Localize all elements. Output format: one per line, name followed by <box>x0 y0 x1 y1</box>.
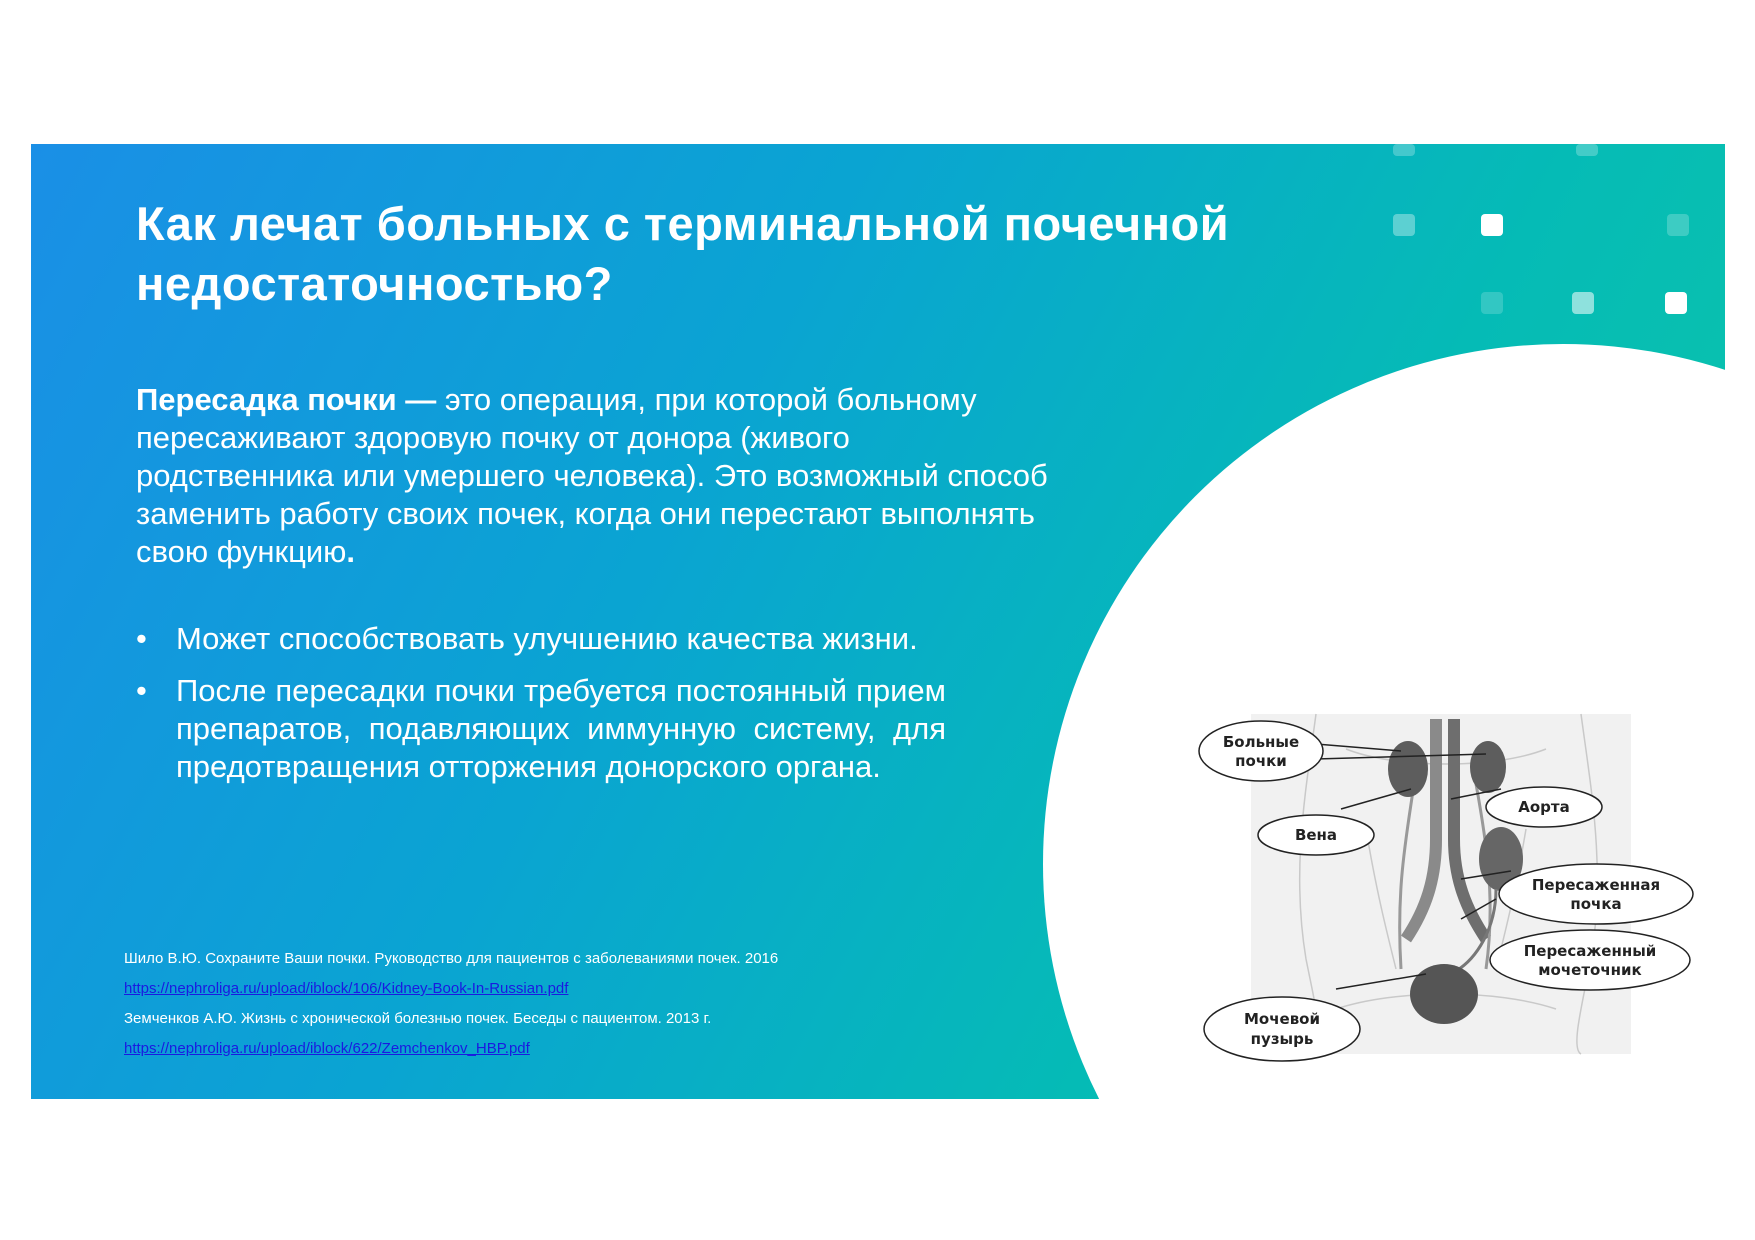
label-bladder <box>1204 997 1360 1061</box>
bullet-list <box>136 620 946 800</box>
svg-text:почка: почка <box>1570 895 1622 913</box>
deco-square <box>1572 292 1594 314</box>
slide <box>31 144 1725 1099</box>
intro-text: это операция, при которой больному пересаживают здоровую почку от донора (живого родственника или умершего человека). Это возможный способ заменить работу своих почек, когда они перестают выполнять свою функцию <box>136 382 1048 569</box>
label-vein <box>1258 815 1374 855</box>
bullet-text: После пересадки почки требуется постоянный прием препаратов, подавляющих иммунную систему, для предотвращения отторжения донорского органа. <box>176 673 946 784</box>
list-item <box>136 620 946 658</box>
bullet-text: Может способствовать улучшению качества жизни. <box>176 621 918 656</box>
intro-end: . <box>346 534 356 569</box>
deco-square <box>1393 214 1415 236</box>
label-transplanted-ureter <box>1490 930 1690 990</box>
reference-link[interactable]: https://nephroliga.ru/upload/iblock/622/Zemchenkov_HBP.pdf <box>124 1040 530 1057</box>
bullet-icon: • <box>136 673 147 708</box>
reference-text: Шило В.Ю. Сохраните Ваши почки. Руководство для пациентов с заболеваниями почек. 2016 <box>124 950 779 967</box>
bladder-shape <box>1410 964 1478 1024</box>
label-transplanted-kidney <box>1499 864 1693 924</box>
bullet-icon: • <box>136 621 147 656</box>
kidney-transplant-diagram <box>1196 709 1716 1099</box>
deco-square <box>1667 214 1689 236</box>
label-aorta <box>1486 787 1602 827</box>
reference-text: Земченков А.Ю. Жизнь с хронической болезнью почек. Беседы с пациентом. 2013 г. <box>124 1010 712 1027</box>
svg-text:почки: почки <box>1235 752 1287 770</box>
svg-text:Вена: Вена <box>1294 826 1338 844</box>
svg-text:Больные: Больные <box>1222 733 1300 751</box>
slide-title: Как лечат больных с терминальной почечной недостаточностью? <box>136 197 1230 310</box>
svg-text:мочеточник: мочеточник <box>1538 961 1642 979</box>
intro-paragraph <box>136 381 1056 571</box>
intro-term: Пересадка почки — <box>136 382 437 417</box>
svg-text:Аорта: Аорта <box>1518 798 1570 816</box>
svg-text:Пересаженный: Пересаженный <box>1523 942 1657 960</box>
deco-square <box>1576 144 1598 156</box>
deco-square <box>1393 144 1415 156</box>
svg-text:Пересаженная: Пересаженная <box>1531 876 1661 894</box>
svg-text:Мочевой: Мочевой <box>1243 1010 1321 1028</box>
label-sick-kidneys <box>1199 721 1323 781</box>
deco-square <box>1665 292 1687 314</box>
reference-link[interactable]: https://nephroliga.ru/upload/iblock/106/Kidney-Book-In-Russian.pdf <box>124 980 569 997</box>
svg-text:пузырь: пузырь <box>1250 1030 1314 1048</box>
deco-square <box>1481 214 1503 236</box>
list-item <box>136 672 946 786</box>
references <box>124 944 944 1064</box>
deco-square <box>1481 292 1503 314</box>
